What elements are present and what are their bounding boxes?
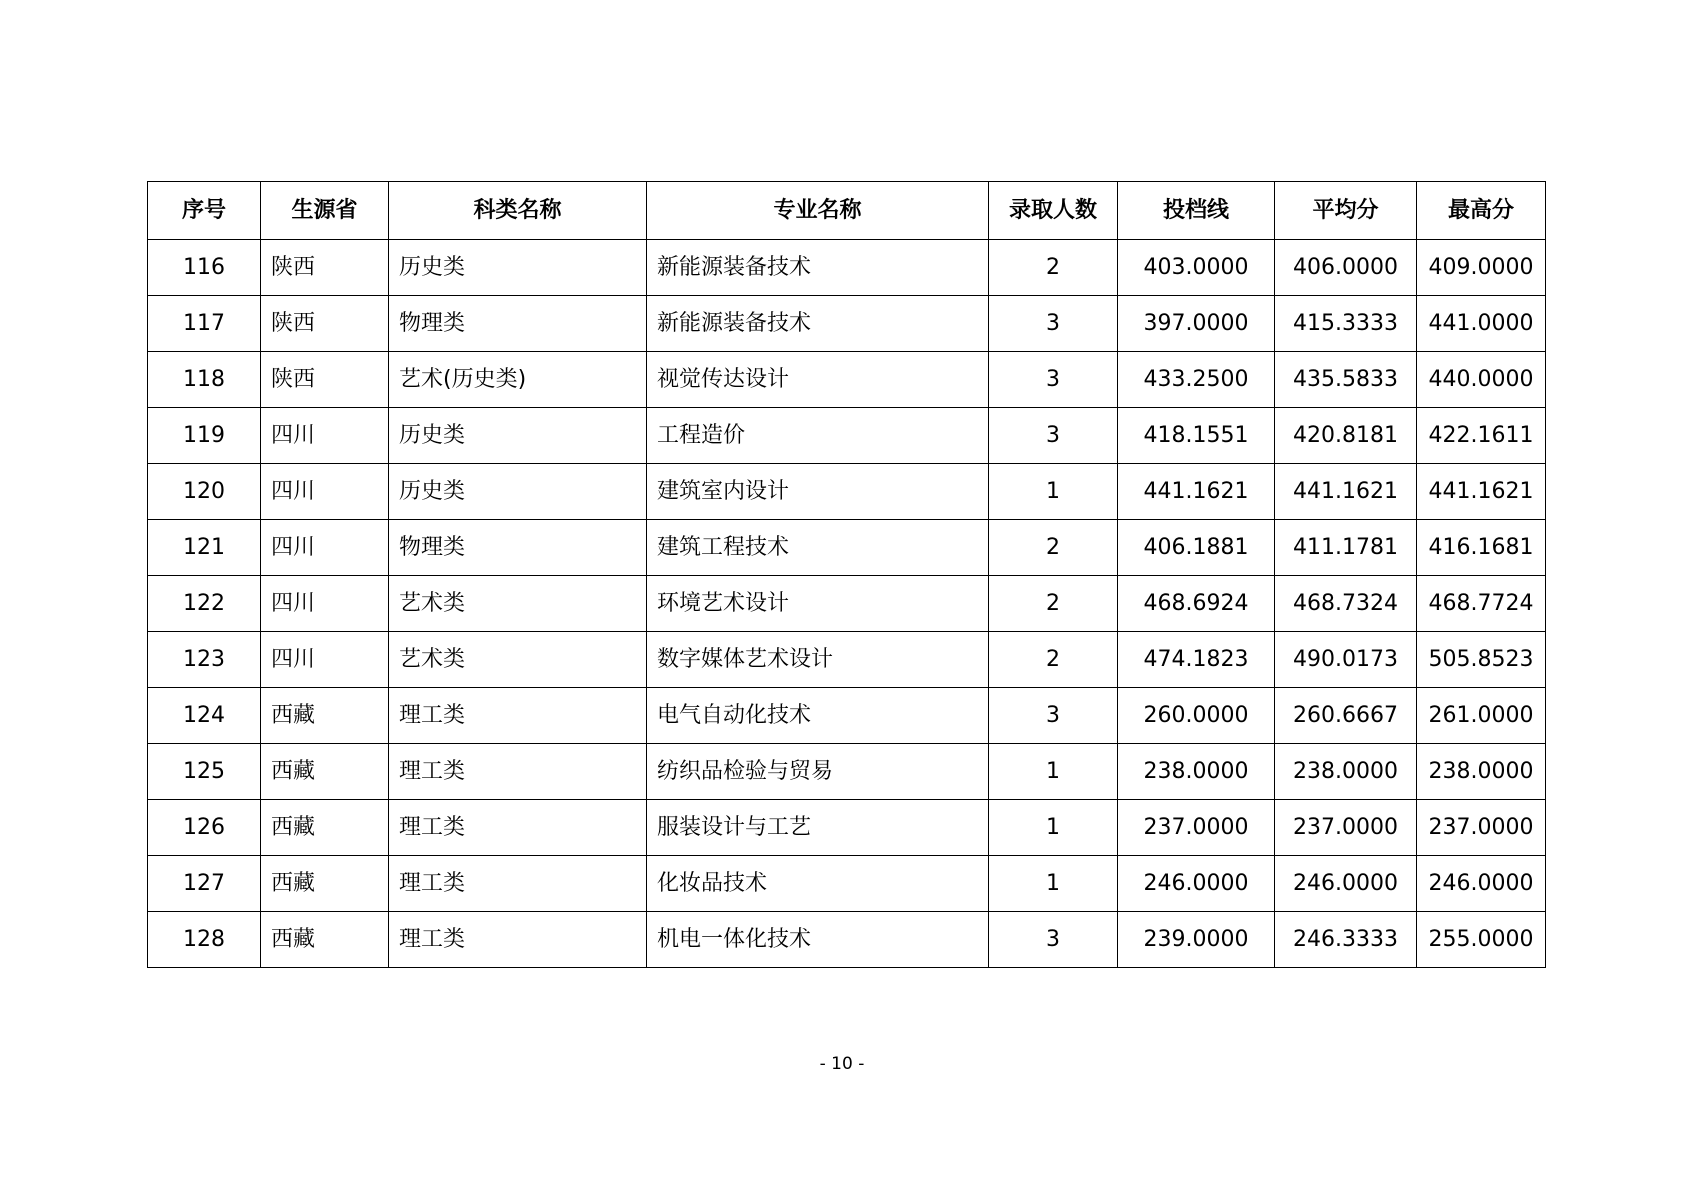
cell-average-score: 411.1781	[1275, 520, 1417, 576]
cell-average-score: 406.0000	[1275, 240, 1417, 296]
cell-seq: 122	[148, 576, 261, 632]
cell-average-score: 415.3333	[1275, 296, 1417, 352]
cell-seq: 116	[148, 240, 261, 296]
cell-category: 艺术(历史类)	[389, 352, 647, 408]
table-row	[148, 240, 1546, 296]
admission-scores-table	[147, 181, 1546, 968]
cell-cutoff-score: 239.0000	[1118, 912, 1275, 968]
cell-province: 西藏	[261, 744, 389, 800]
cell-seq: 123	[148, 632, 261, 688]
cell-province: 四川	[261, 464, 389, 520]
cell-cutoff-score: 441.1621	[1118, 464, 1275, 520]
cell-major: 电气自动化技术	[647, 688, 989, 744]
cell-cutoff-score: 403.0000	[1118, 240, 1275, 296]
table-row	[148, 744, 1546, 800]
header-average-score: 平均分	[1275, 182, 1417, 240]
cell-highest-score: 255.0000	[1417, 912, 1546, 968]
cell-admitted-count: 1	[989, 744, 1118, 800]
cell-seq: 127	[148, 856, 261, 912]
cell-cutoff-score: 237.0000	[1118, 800, 1275, 856]
cell-cutoff-score: 397.0000	[1118, 296, 1275, 352]
cell-highest-score: 505.8523	[1417, 632, 1546, 688]
cell-highest-score: 422.1611	[1417, 408, 1546, 464]
cell-average-score: 420.8181	[1275, 408, 1417, 464]
cell-major: 数字媒体艺术设计	[647, 632, 989, 688]
table-header-row	[148, 182, 1546, 240]
cell-cutoff-score: 433.2500	[1118, 352, 1275, 408]
table-row	[148, 576, 1546, 632]
cell-province: 陕西	[261, 352, 389, 408]
cell-average-score: 237.0000	[1275, 800, 1417, 856]
cell-admitted-count: 1	[989, 856, 1118, 912]
header-category: 科类名称	[389, 182, 647, 240]
cell-admitted-count: 3	[989, 408, 1118, 464]
table-body	[148, 240, 1546, 968]
cell-admitted-count: 2	[989, 520, 1118, 576]
cell-category: 历史类	[389, 464, 647, 520]
cell-admitted-count: 3	[989, 688, 1118, 744]
cell-major: 新能源装备技术	[647, 296, 989, 352]
table-row	[148, 520, 1546, 576]
cell-seq: 124	[148, 688, 261, 744]
cell-cutoff-score: 468.6924	[1118, 576, 1275, 632]
cell-province: 西藏	[261, 800, 389, 856]
table-row	[148, 688, 1546, 744]
cell-major: 机电一体化技术	[647, 912, 989, 968]
cell-seq: 120	[148, 464, 261, 520]
cell-highest-score: 468.7724	[1417, 576, 1546, 632]
cell-cutoff-score: 474.1823	[1118, 632, 1275, 688]
cell-admitted-count: 3	[989, 352, 1118, 408]
cell-seq: 119	[148, 408, 261, 464]
cell-highest-score: 441.0000	[1417, 296, 1546, 352]
table-row	[148, 800, 1546, 856]
cell-province: 陕西	[261, 296, 389, 352]
cell-category: 理工类	[389, 688, 647, 744]
cell-highest-score: 261.0000	[1417, 688, 1546, 744]
cell-admitted-count: 2	[989, 240, 1118, 296]
header-seq: 序号	[148, 182, 261, 240]
cell-province: 四川	[261, 408, 389, 464]
cell-category: 理工类	[389, 800, 647, 856]
table-row	[148, 912, 1546, 968]
cell-seq: 125	[148, 744, 261, 800]
cell-major: 环境艺术设计	[647, 576, 989, 632]
cell-category: 艺术类	[389, 632, 647, 688]
cell-average-score: 468.7324	[1275, 576, 1417, 632]
cell-highest-score: 416.1681	[1417, 520, 1546, 576]
cell-average-score: 246.0000	[1275, 856, 1417, 912]
cell-seq: 126	[148, 800, 261, 856]
cell-category: 理工类	[389, 744, 647, 800]
cell-province: 陕西	[261, 240, 389, 296]
cell-highest-score: 409.0000	[1417, 240, 1546, 296]
cell-category: 理工类	[389, 912, 647, 968]
cell-category: 物理类	[389, 520, 647, 576]
cell-category: 历史类	[389, 240, 647, 296]
cell-major: 建筑室内设计	[647, 464, 989, 520]
header-major: 专业名称	[647, 182, 989, 240]
cell-highest-score: 441.1621	[1417, 464, 1546, 520]
cell-admitted-count: 3	[989, 296, 1118, 352]
cell-average-score: 435.5833	[1275, 352, 1417, 408]
cell-seq: 118	[148, 352, 261, 408]
cell-cutoff-score: 418.1551	[1118, 408, 1275, 464]
cell-category: 艺术类	[389, 576, 647, 632]
header-province: 生源省	[261, 182, 389, 240]
cell-seq: 121	[148, 520, 261, 576]
cell-major: 工程造价	[647, 408, 989, 464]
cell-province: 西藏	[261, 856, 389, 912]
cell-highest-score: 440.0000	[1417, 352, 1546, 408]
cell-average-score: 441.1621	[1275, 464, 1417, 520]
cell-highest-score: 237.0000	[1417, 800, 1546, 856]
cell-average-score: 238.0000	[1275, 744, 1417, 800]
header-cutoff-score: 投档线	[1118, 182, 1275, 240]
cell-average-score: 490.0173	[1275, 632, 1417, 688]
cell-major: 视觉传达设计	[647, 352, 989, 408]
header-highest-score: 最高分	[1417, 182, 1546, 240]
cell-seq: 117	[148, 296, 261, 352]
cell-province: 四川	[261, 520, 389, 576]
table-row	[148, 464, 1546, 520]
cell-cutoff-score: 260.0000	[1118, 688, 1275, 744]
table-row	[148, 352, 1546, 408]
cell-cutoff-score: 238.0000	[1118, 744, 1275, 800]
page-number: - 10 -	[819, 1054, 865, 1074]
cell-admitted-count: 1	[989, 800, 1118, 856]
cell-highest-score: 238.0000	[1417, 744, 1546, 800]
cell-admitted-count: 1	[989, 464, 1118, 520]
cell-major: 建筑工程技术	[647, 520, 989, 576]
cell-province: 西藏	[261, 688, 389, 744]
cell-cutoff-score: 246.0000	[1118, 856, 1275, 912]
cell-average-score: 246.3333	[1275, 912, 1417, 968]
cell-major: 服装设计与工艺	[647, 800, 989, 856]
cell-province: 四川	[261, 632, 389, 688]
cell-admitted-count: 2	[989, 576, 1118, 632]
cell-category: 物理类	[389, 296, 647, 352]
cell-cutoff-score: 406.1881	[1118, 520, 1275, 576]
table-row	[148, 296, 1546, 352]
cell-admitted-count: 3	[989, 912, 1118, 968]
cell-category: 理工类	[389, 856, 647, 912]
cell-admitted-count: 2	[989, 632, 1118, 688]
cell-category: 历史类	[389, 408, 647, 464]
table-row	[148, 856, 1546, 912]
table-row	[148, 632, 1546, 688]
cell-major: 新能源装备技术	[647, 240, 989, 296]
cell-average-score: 260.6667	[1275, 688, 1417, 744]
cell-seq: 128	[148, 912, 261, 968]
cell-province: 四川	[261, 576, 389, 632]
cell-province: 西藏	[261, 912, 389, 968]
table-row	[148, 408, 1546, 464]
cell-highest-score: 246.0000	[1417, 856, 1546, 912]
cell-major: 纺织品检验与贸易	[647, 744, 989, 800]
cell-major: 化妆品技术	[647, 856, 989, 912]
header-admitted-count: 录取人数	[989, 182, 1118, 240]
